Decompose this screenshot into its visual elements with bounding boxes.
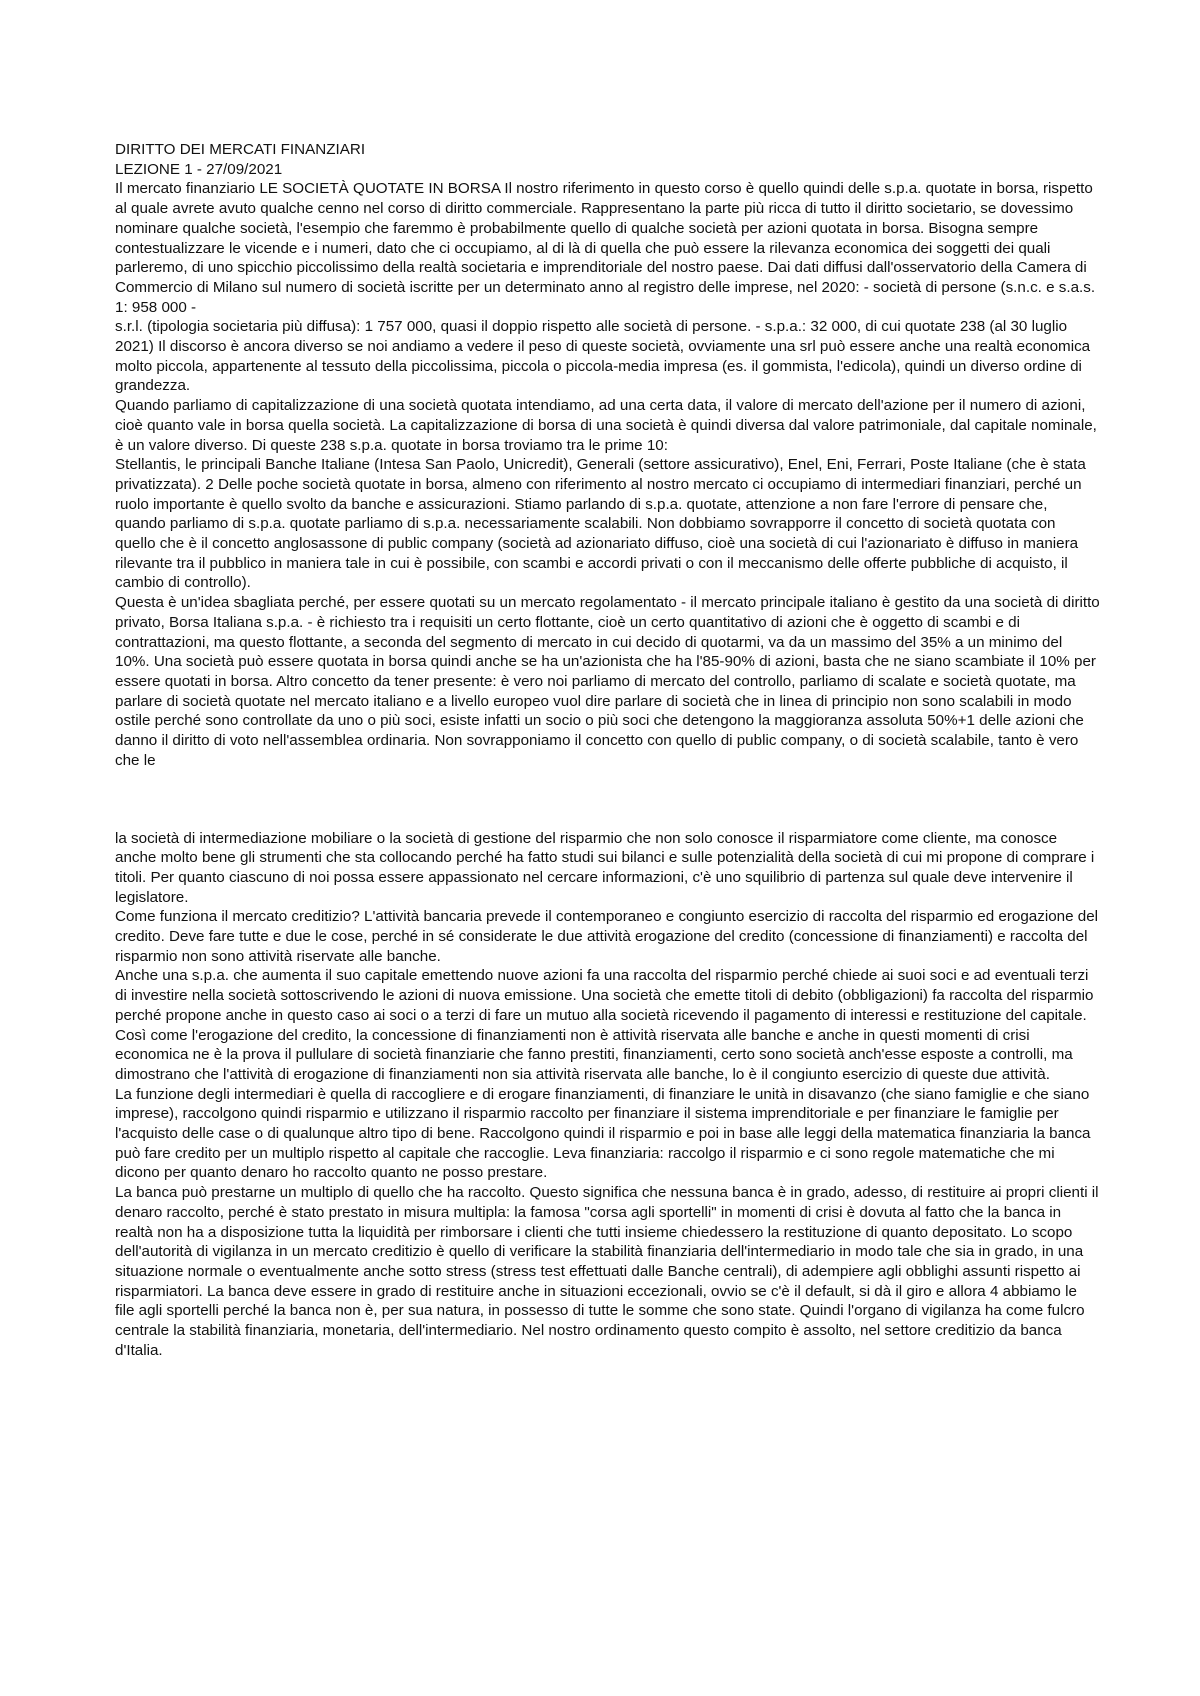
document-title: DIRITTO DEI MERCATI FINANZIARI [115, 141, 366, 158]
paragraph: Come funziona il mercato creditizio? L'attività bancaria prevede il contemporaneo e congiunto esercizio di raccolta del risparmio ed erogazione del credito. Deve fare tutte e due le cose, perché in sé considerate le due attività erogazione del credito (concessione di finanziamenti) e raccolta del risparmio non sono attività riservate alle banche. [115, 908, 1099, 965]
paragraph: Stellantis, le principali Banche Italiane (Intesa San Paolo, Unicredit), Generali (settore assicurativo), Enel, Eni, Ferrari, Poste Italiane (che è stata privatizzata). 2 Delle poche società quotate in borsa, almeno con riferimento al nostro mercato ci occupiamo di intermediari finanziari, perché un ruolo importante è quello svolto da banche e assicurazioni. Stiamo parlando di s.p.a. quotate, attenzione a non fare l'errore di pensare che, quando parliamo di s.p.a. quotate parliamo di s.p.a. necessariamente scalabili. Non dobbiamo sovrapporre il concetto di società quotata con quello che è il concetto anglosassone di public company (società ad azionariato diffuso, cioè una società di cui l'azionariato è diffuso in maniera rilevante tra il pubblico in maniera tale in cui è possibile, con scambi e accordi privati o con il meccanismo delle offerte pubbliche di acquisto, il cambio di controllo). [115, 456, 1086, 592]
text-section-2 [115, 829, 1100, 1361]
paragraph: Anche una s.p.a. che aumenta il suo capitale emettendo nuove azioni fa una raccolta del risparmio perché chiede ai suoi soci e ad eventuali terzi di investire nella società sottoscrivendo le azioni di nuova emissione. Una società che emette titoli di debito (obbligazioni) fa raccolta del risparmio perché propone anche in questo caso ai soci o a terzi di fare un mutuo alla società ricevendo il pagamento di interessi e restituzione del capitale. Così come l'erogazione del credito, la concessione di finanziamenti non è attività riservata alle banche e anche in questi momenti di crisi economica ne è la prova il pullulare di società finanziarie che fanno prestiti, finanziamenti, certo sono società anch'esse esposte a controlli, ma dimostrano che l'attività di erogazione di finanziamenti non sia attività riservata alle banche, lo è il congiunto esercizio di queste due attività. [115, 967, 1094, 1083]
paragraph: La funzione degli intermediari è quella di raccogliere e di erogare finanziamenti, di finanziare le unità in disavanzo (che siano famiglie e che siano imprese), raccolgono quindi risparmio e utilizzano il risparmio raccolto per finanziare il sistema imprenditoriale e per finanziare le famiglie per l'acquisto delle case o di qualunque altro tipo di bene. Raccolgono quindi il risparmio e poi in base alle leggi della matematica finanziaria la banca può fare credito per un multiplo rispetto al capitale che raccoglie. Leva finanziaria: raccolgo il risparmio e ci sono regole matematiche che mi dicono per quanto denaro ho raccolto quanto ne posso prestare. [115, 1085, 1091, 1182]
section-gap [115, 771, 1100, 829]
document-page [115, 140, 1100, 1360]
paragraph: Il mercato finanziario LE SOCIETÀ QUOTATE IN BORSA Il nostro riferimento in questo corso è quello quindi delle s.p.a. quotate in borsa, rispetto al quale avrete avuto qualche cenno nel corso di diritto commerciale. Rappresentano la parte più ricca di tutto il diritto societario, se dovessimo nominare qualche società, l'esempio che faremmo è probabilmente quello di qualche società per azioni quotata in borsa. Bisogna sempre contestualizzare le vicende e i numeri, dato che ci occupiamo, al di là di quella che può essere la rilevanza economica dei soggetti dei quali parleremo, di uno spicchio piccolissimo della realtà societaria e imprenditoriale del nostro paese. Dai dati diffusi dall'osservatorio della Camera di Commercio di Milano sul numero di società iscritte per un determinato anno al registro delle imprese, nel 2020: - società di persone (s.n.c. e s.a.s. 1: 958 000 - [115, 180, 1096, 316]
text-section-1 [115, 179, 1100, 770]
paragraph: Questa è un'idea sbagliata perché, per essere quotati su un mercato regolamentato - il mercato principale italiano è gestito da una società di diritto privato, Borsa Italiana s.p.a. - è richiesto tra i requisiti un certo flottante, cioè un certo quantitativo di azioni che è oggetto di scambi e di contrattazioni, ma questo flottante, a seconda del segmento di mercato in cui decido di quotarmi, va da un massimo del 35% a un minimo del 10%. Una società può essere quotata in borsa quindi anche se ha un'azionista che ha l'85-90% di azioni, basta che ne siano scambiate il 10% per essere quotati in borsa. Altro concetto da tener presente: è vero noi parliamo di mercato del controllo, parliamo di scalate e società quotate, ma parlare di società quotate nel mercato italiano e a livello europeo vuol dire parlare di società che in linea di principio non sono scalabili in modo ostile perché sono controllate da uno o più soci, esiste infatti un socio o più soci che detengono la maggioranza assoluta 50%+1 delle azioni che danno il diritto di voto nell'assemblea ordinaria. Non sovrapponiamo il concetto con quello di public company, o di società scalabile, tanto è vero che le [115, 594, 1100, 769]
paragraph: La banca può prestarne un multiplo di quello che ha raccolto. Questo significa che nessuna banca è in grado, adesso, di restituire ai propri clienti il denaro raccolto, perché è stato prestato in misura multipla: la famosa "corsa agli sportelli" in momenti di crisi è dovuta al fatto che la banca in realtà non ha a disposizione tutta la liquidità per rimborsare i clienti che tutti insieme chiedessero la restituzione di quanto depositato. Lo scopo dell'autorità di vigilanza in un mercato creditizio è quello di verificare la stabilità finanziaria dell'intermediario in modo tale che sia in grado, in una situazione normale o eventualmente anche sotto stress (stress test effettuati dalle Banche centrali), di adempiere agli obblighi assunti rispetto ai risparmiatori. La banca deve essere in grado di restituire anche in situazioni eccezionali, ovvio se c'è il default, si dà il giro e allora 4 abbiamo le file agli sportelli perché la banca non è, per sua natura, in possesso di tutte le somme che sono state. Quindi l'organo di vigilanza ha come fulcro centrale la stabilità finanziaria, monetaria, dell'intermediario. Nel nostro ordinamento questo compito è assolto, nel settore creditizio da banca d'Italia. [115, 1184, 1099, 1359]
lesson-heading: LEZIONE 1 - 27/09/2021 [115, 160, 283, 178]
paragraph: la società di intermediazione mobiliare o la società di gestione del risparmio che non solo conosce il risparmiatore come cliente, ma conosce anche molto bene gli strumenti che sta collocando perché ha fatto studi sui bilanci e sulle potenzialità della società di cui mi propone di comprare i titoli. Per quanto ciascuno di noi possa essere appassionato nel cercare informazioni, c'è uno squilibrio di partenza sul quale deve intervenire il legislatore. [115, 829, 1095, 906]
paragraph: Quando parliamo di capitalizzazione di una società quotata intendiamo, ad una certa data, il valore di mercato dell'azione per il numero di azioni, cioè quanto vale in borsa quella società. La capitalizzazione di borsa di una società è quindi diversa dal valore patrimoniale, dal capitale nominale, è un valore diverso. Di queste 238 s.p.a. quotate in borsa troviamo tra le prime 10: [115, 397, 1097, 454]
paragraph: s.r.l. (tipologia societaria più diffusa): 1 757 000, quasi il doppio rispetto alle società di persone. - s.p.a.: 32 000, di cui quotate 238 (al 30 luglio 2021) Il discorso è ancora diverso se noi andiamo a vedere il peso di queste società, ovviamente una srl può essere anche una realtà economica molto piccola, appartenente al tessuto della piccolissima, piccola o piccola-media impresa (es. il gommista, l'edicola), quindi un diverso ordine di grandezza. [115, 318, 1091, 395]
document-header [115, 140, 1100, 179]
